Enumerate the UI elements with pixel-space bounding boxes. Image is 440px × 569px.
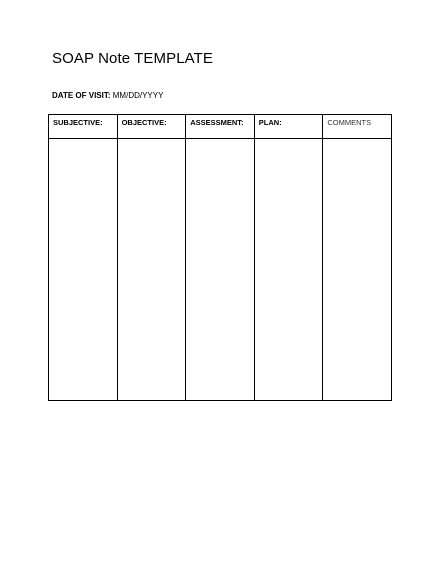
soap-table-body (49, 139, 392, 401)
cell-comments[interactable] (323, 139, 392, 401)
date-of-visit-line (52, 91, 163, 100)
date-of-visit-label: DATE OF VISIT: (52, 91, 111, 100)
date-of-visit-value: MM/DD/YYYY (112, 91, 164, 100)
header-comments: COMMENTS (323, 115, 392, 139)
soap-table-header (49, 115, 392, 139)
header-assessment: ASSESSMENT: (186, 115, 255, 139)
page-title: SOAP Note TEMPLATE (52, 50, 214, 67)
soap-table (48, 114, 392, 401)
table-row (49, 139, 392, 401)
cell-plan[interactable] (254, 139, 323, 401)
cell-assessment[interactable] (186, 139, 255, 401)
cell-subjective[interactable] (49, 139, 118, 401)
header-plan: PLAN: (254, 115, 323, 139)
header-subjective: SUBJECTIVE: (49, 115, 118, 139)
header-row (49, 115, 392, 139)
header-objective: OBJECTIVE: (117, 115, 186, 139)
cell-objective[interactable] (117, 139, 186, 401)
